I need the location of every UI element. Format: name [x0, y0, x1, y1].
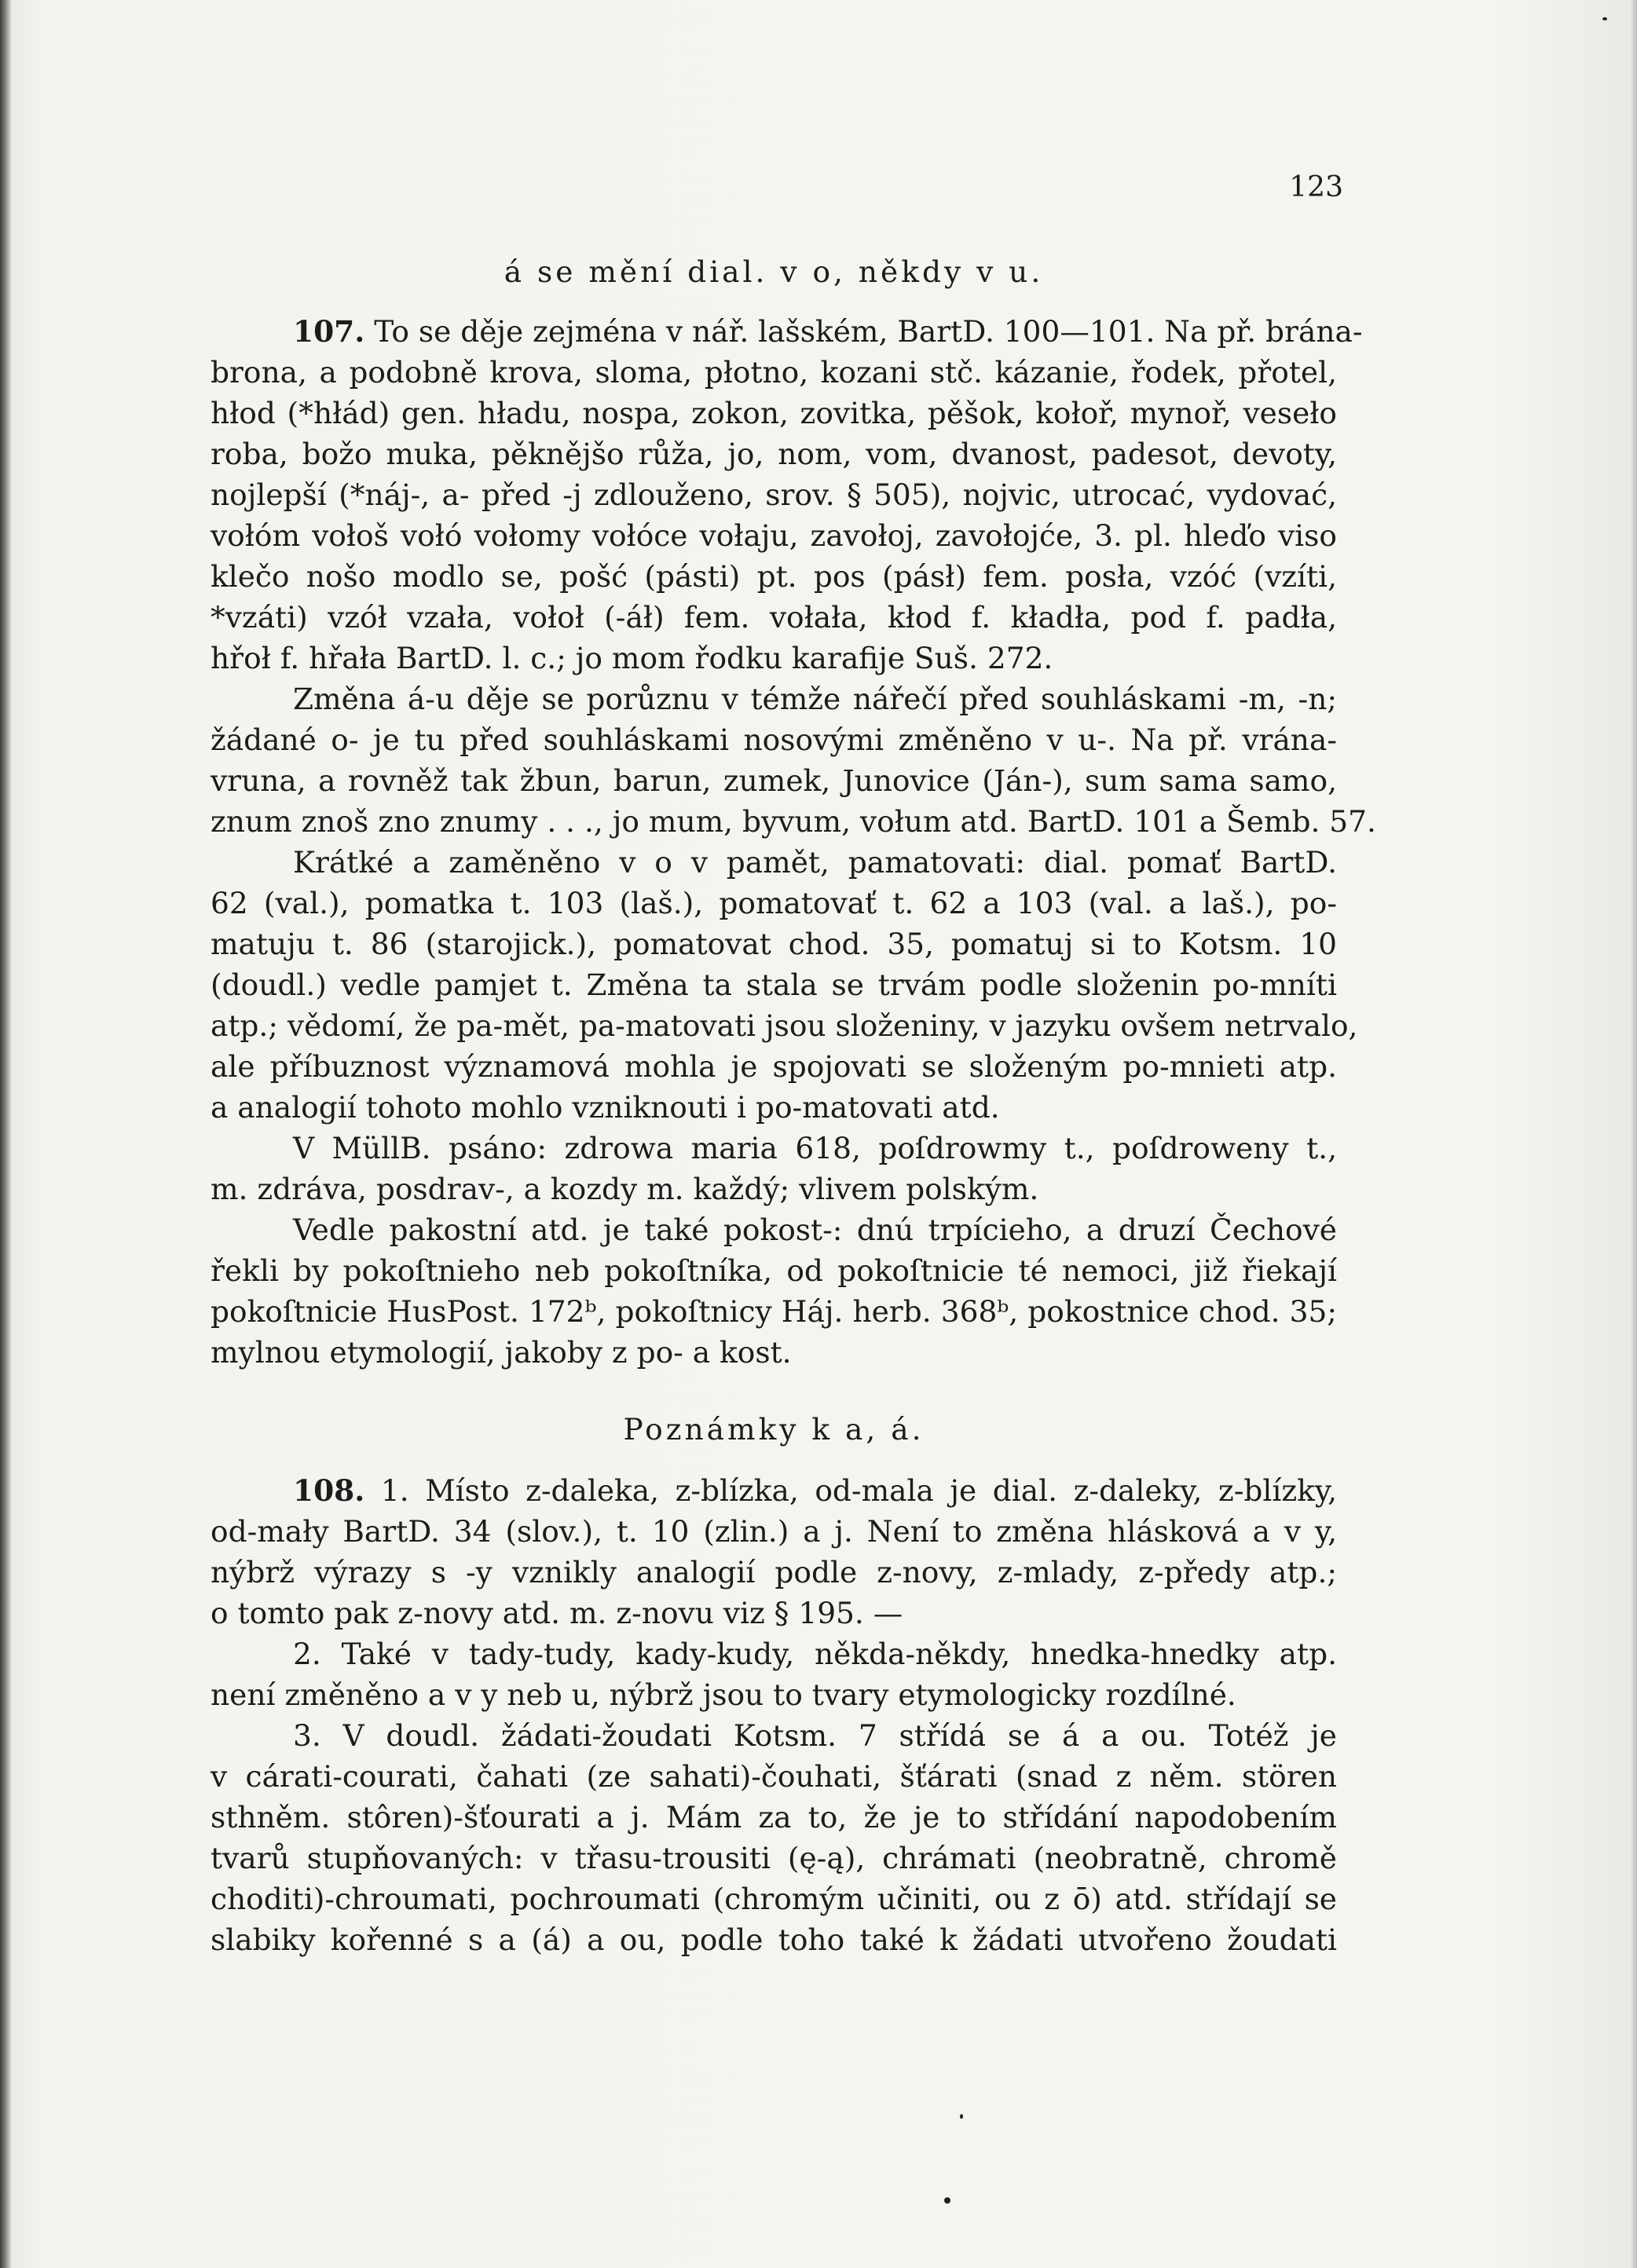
text-line: m. zdráva, posdrav-, a kozdy m. každý; vlivem polským. [211, 1172, 1039, 1206]
page-number: 123 [1289, 171, 1343, 203]
text-line: 2. Také v tady-tudy, kady-kudy, někda-někdy, hnedka-hnedky atp. [293, 1637, 1337, 1671]
text-line: hřoł f. hřała BartD. l. c.; jo mom řodku karafije Suš. 272. [211, 641, 1053, 675]
text-line: nýbrž výrazy s -y vznikly analogií podle z-novy, z-mlady, z-předy atp.; [211, 1555, 1337, 1589]
text-line: choditi)-chroumati, pochroumati (chromým učiniti, ou z ō) atd. střídají se [211, 1882, 1337, 1916]
paragraph-107-1 [211, 311, 1363, 679]
text-line: hłod (*hłád) gen. hładu, nospa, zokon, zovitka, pěšok, kołoř, mynoř, veseło [211, 396, 1337, 430]
text-line: ale příbuznost významová mohla je spojovati se složeným po-mnieti atp. [211, 1049, 1337, 1084]
text-line: roba, božo muka, pěknějšo růža, jo, nom, vom, dvanost, padesot, devoty, [211, 437, 1337, 471]
text-line: *vzáti) vzół vzała, vołoł (-áł) fem. vołała, kłod f. kładła, pod f. padła, [211, 600, 1337, 635]
section-number: 107. [293, 314, 365, 349]
text-line: vołóm vołoš vołó vołomy vołóce vołaju, zavołoj, zavołojće, 3. pl. hleďo viso [211, 518, 1337, 553]
text-line: v cárati-courati, čahati (ze sahati)-čouhati, šťárati (snad z něm. stören [211, 1759, 1337, 1794]
text-line: Vedle pakostní atd. je také pokost-: dnú trpícieho, a druzí Čechové [293, 1213, 1337, 1247]
text-line: 108. 1. Místo z-daleka, z-blízka, od-mala je dial. z-daleky, z-blízky, [293, 1473, 1337, 1508]
paragraph-108-1 [211, 1470, 1337, 1633]
binding-edge [0, 0, 11, 2268]
notes-heading: Poznámky k a, á. [623, 1412, 925, 1447]
scan-speck [944, 2197, 950, 2204]
text-line: od-mały BartD. 34 (slov.), t. 10 (zlin.) a j. Není to změna hlásková a v y, [211, 1514, 1337, 1549]
section-heading: á se mění dial. v o, někdy v u. [504, 254, 1044, 289]
section-number: 108. [293, 1473, 365, 1508]
section-108 [211, 1470, 1337, 1960]
text-line: 3. V doudl. žádati-žoudati Kotsm. 7 střídá se á a ou. Totéž je [293, 1718, 1337, 1753]
scan-speck [1602, 17, 1607, 20]
text-line: řekli by pokoſtnieho neb pokoſtníka, od pokoſtnicie té nemoci, již řiekají [211, 1253, 1337, 1288]
text-line: matuju t. 86 (starojick.), pomatovat chod. 35, pomatuj si to Kotsm. 10 [211, 927, 1337, 961]
text-line: Změna á-u děje se porůznu v témže nářečí před souhláskami -m, -n; [293, 682, 1337, 716]
text-line: pokoſtnicie HusPost. 172ᵇ, pokoſtnicy Háj. herb. 368ᵇ, pokostnice chod. 35; [211, 1294, 1337, 1329]
text-line: vruna, a rovněž tak žbun, barun, zumek, Junovice (Ján-), sum sama samo, [211, 763, 1337, 798]
text-line: nojlepší (*náj-, a- před -j zdlouženo, srov. § 505), nojvic, utrocać, vydovać, [211, 477, 1337, 512]
text-line: V MüllB. psáno: zdrowa maria 618, poſdrowmy t., poſdroweny t., [293, 1131, 1337, 1165]
paragraph-108-2 [211, 1633, 1337, 1715]
section-107 [211, 311, 1376, 1373]
text-line: Krátké a zaměněno v o v pamět, pamatovati: dial. pomať BartD. [293, 845, 1337, 880]
paragraph-107-4 [211, 1128, 1337, 1209]
text-line: mylnou etymologií, jakoby z po- a kost. [211, 1335, 792, 1370]
text-line: atp.; vědomí, že pa-mět, pa-matovati jsou složeniny, v jazyku ovšem netrvalo, [211, 1008, 1358, 1043]
text-line: a analogií tohoto mohlo vzniknouti i po-matovati atd. [211, 1090, 1000, 1125]
paragraph-107-2 [211, 679, 1376, 842]
text-line: sthněm. stôren)-šťourati a j. Mám za to, že je to střídání napodobením [211, 1800, 1337, 1835]
page-edge [1631, 0, 1637, 2268]
text-line: slabiky kořenné s a (á) a ou, podle toho také k žádati utvořeno žoudati [211, 1922, 1337, 1957]
paragraph-107-5 [211, 1209, 1337, 1373]
text-line: (doudl.) vedle pamjet t. Změna ta stala se trvám podle složenin po-mníti [211, 968, 1337, 1002]
text-line: žádané o- je tu před souhláskami nosovými změněno v u-. Na př. vrána- [211, 722, 1337, 757]
text-line: klečo nošo modlo se, pošć (pásti) pt. pos (pásł) fem. posła, vzóć (vzíti, [211, 559, 1337, 594]
text-line: 107. To se děje zejména v nář. lašském, BartD. 100—101. Na př. brána- [293, 314, 1363, 349]
scan-speck [960, 2114, 963, 2119]
paragraph-108-3 [211, 1715, 1337, 1960]
paragraph-107-3 [211, 842, 1358, 1128]
text-line: o tomto pak z-novy atd. m. z-novu viz § 195. — [211, 1596, 903, 1630]
text-line: brona, a podobně krova, sloma, płotno, kozani stč. kázanie, řodek, přotel, [211, 355, 1337, 390]
text-line: znum znoš zno znumy . . ., jo mum, byvum, vołum atd. BartD. 101 a Šemb. 57. [211, 804, 1376, 839]
text-line: tvarů stupňovaných: v třasu-trousiti (ę-ą), chrámati (neobratně, chromě [211, 1841, 1337, 1875]
text-line: není změněno a v y neb u, nýbrž jsou to tvary etymologicky rozdílné. [211, 1677, 1236, 1712]
text-line: 62 (val.), pomatka t. 103 (laš.), pomatovať t. 62 a 103 (val. a laš.), po- [211, 886, 1337, 920]
